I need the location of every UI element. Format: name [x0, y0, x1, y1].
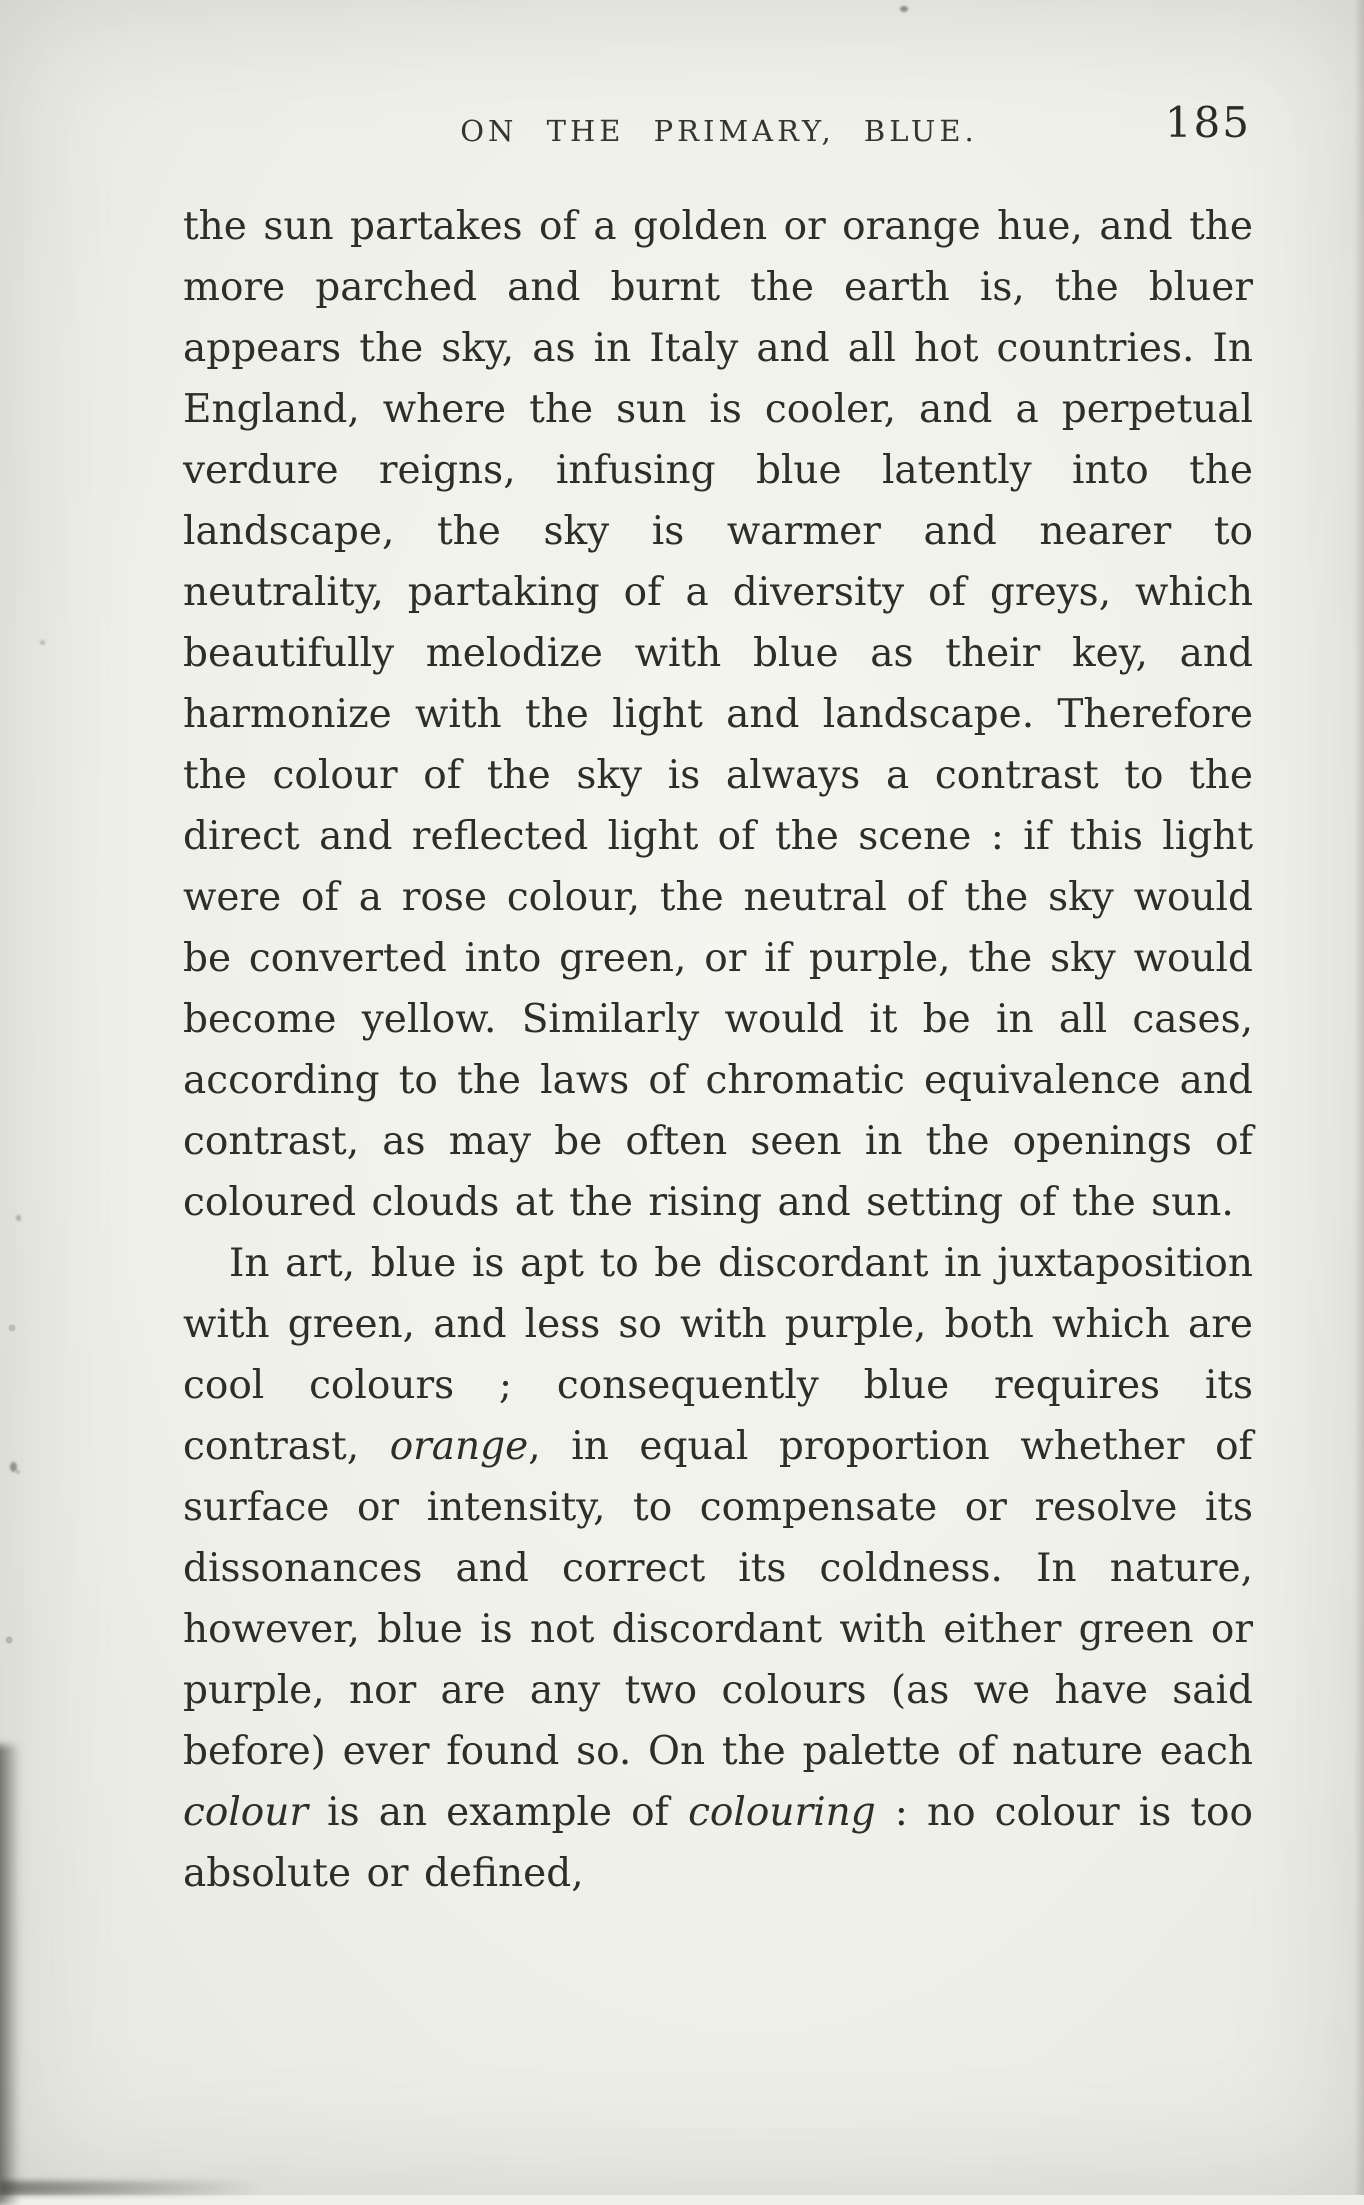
text-run: the sun partakes of a golden or orange hue, and the more parched and burnt the earth is, the bluer appears the sky, as in Italy and all hot countries. In England, where the sun is cooler, and a perpetual verdure reigns, infusing blue latently into the landscape, the sky is warmer and nearer to neutrality, partaking of a diversity of greys, which beautifully melodize with blue as their key, and harmonize with the light and landscape. Therefore the colour of the sky is always a contrast to the direct and reflected light of the scene : if this light were of a rose colour, the neutral of the sky would be converted into green, or if purple, the sky would become yellow. Similarly would it be in all cases, according to the laws of chromatic equivalence and contrast, as may be often seen in the openings of coloured clouds at the rising and setting of the sun. [183, 204, 1253, 1225]
scan-artifact-left-noise [0, 1280, 30, 1760]
text-run: , in equal proportion whether of surface or intensity, to compensate or resolve its dissonances and correct its coldness. In nature, however, blue is not discordant with either green or purple, nor are any two colours (as we have said before) ever found so. On the palette of nature each [183, 1424, 1253, 1774]
scan-artifact-speck [10, 1462, 17, 1472]
page-header [185, 98, 1253, 164]
page-number: 185 [1164, 98, 1251, 147]
scan-artifact-speck [40, 640, 45, 645]
scan-artifact-left-band [0, 1745, 20, 2205]
scan-artifact-speck [900, 6, 908, 12]
paragraph-1 [183, 196, 1253, 1233]
scan-artifact-speck [16, 1215, 21, 1221]
running-title: ON THE PRIMARY, BLUE. [460, 114, 978, 148]
scan-artifact-bottom-edge [0, 2181, 260, 2195]
italic-text-run: colour [183, 1790, 309, 1835]
text-run: : no colour is too absolute or defined, [183, 1790, 1253, 1896]
italic-text-run: orange [389, 1424, 529, 1469]
text-run: In art, blue is apt to be discordant in juxtaposition with green, and less so with purple, both which are cool colours ; consequently blue requires its contrast, [183, 1241, 1253, 1469]
scan-artifact-right-shade [1354, 0, 1364, 2195]
italic-text-run: colouring [688, 1790, 876, 1835]
paragraph-2 [183, 1233, 1253, 1904]
body-text [183, 196, 1253, 1904]
text-run: is an example of [308, 1790, 689, 1835]
